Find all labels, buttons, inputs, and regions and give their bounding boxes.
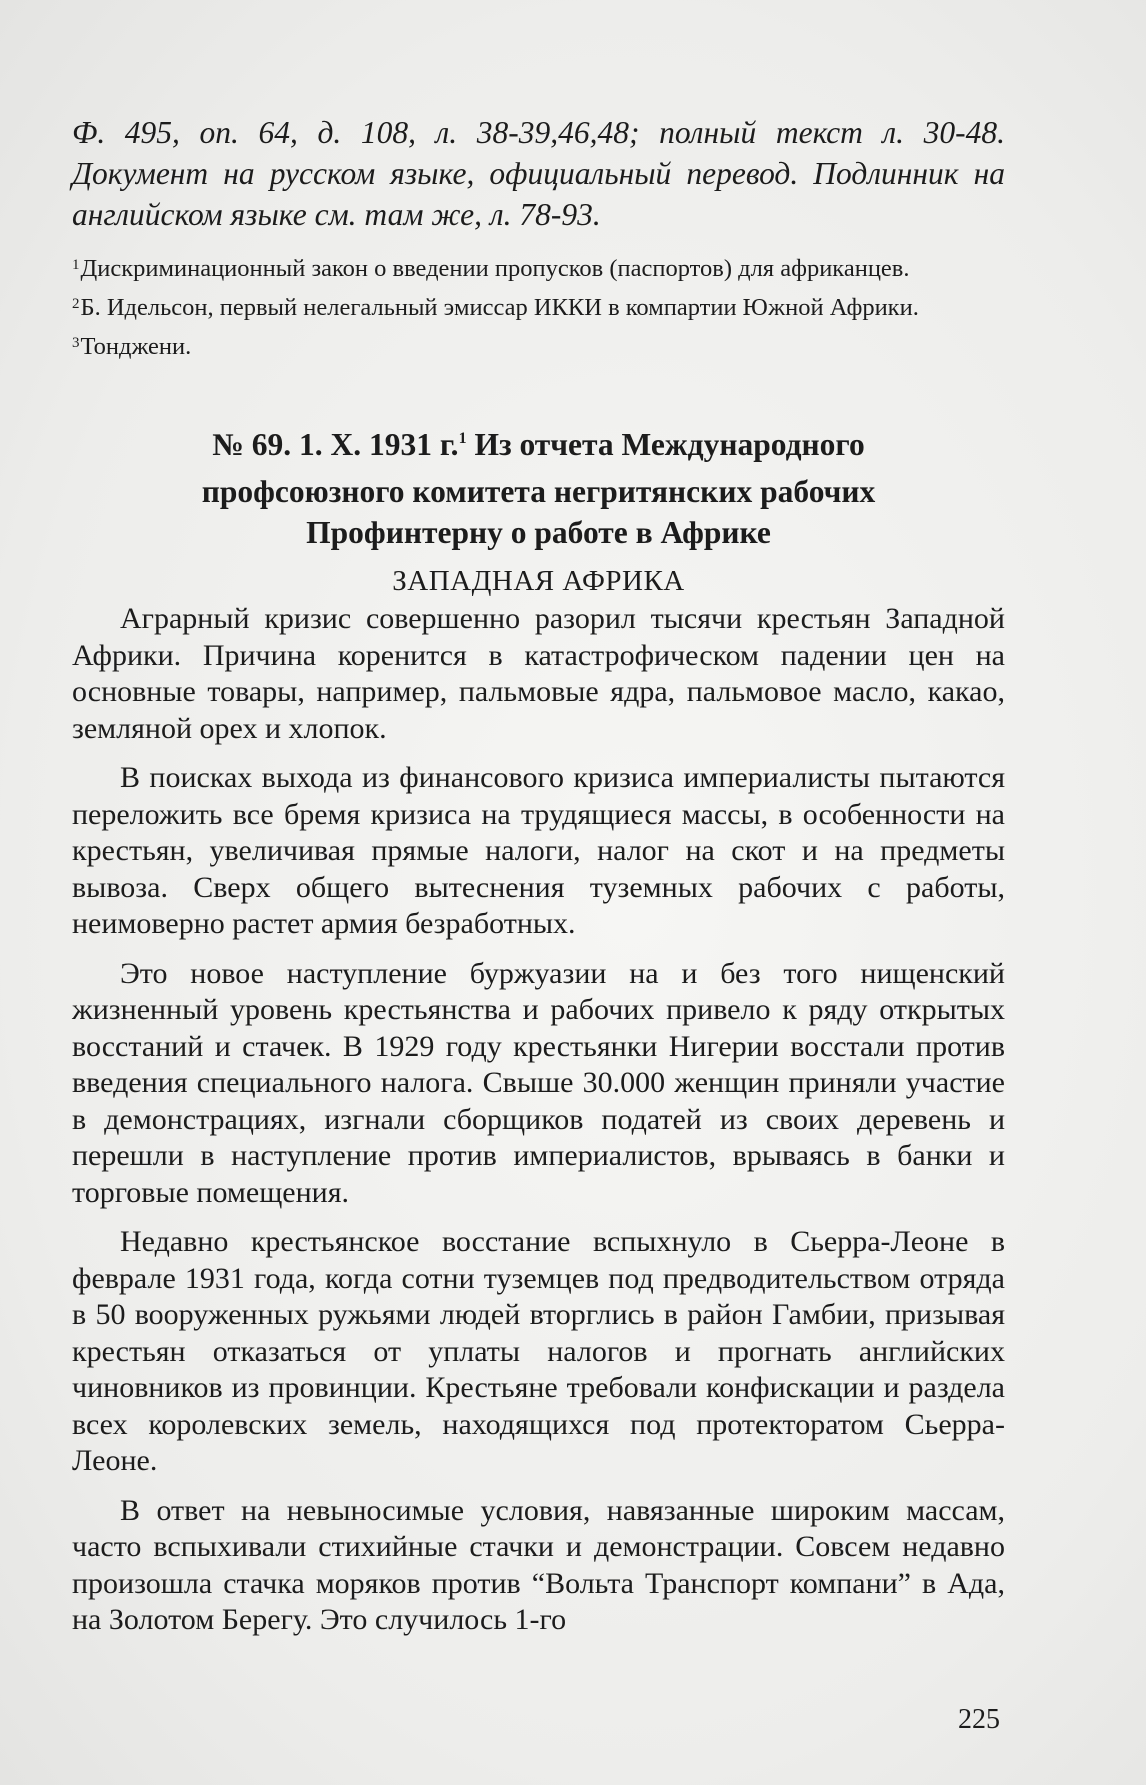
page-content — [72, 112, 1005, 1652]
footnote-mark: 1 — [72, 257, 80, 273]
footnote — [72, 329, 1005, 368]
paragraph: В поисках выхода из финансового кризиса империалисты пытаются переложить все бремя кризиса на трудящиеся массы, в особенности на крестьян, увеличивая прямые налоги, налог на скот и на предметы вывоза. Сверх общего вытеснения туземных рабочих с работы, неимоверно растет армия безработных. — [72, 761, 1005, 940]
heading-note-mark: 1 — [458, 430, 467, 447]
paragraph: Недавно крестьянское восстание вспыхнуло в Сьерра-Леоне в феврале 1931 года, когда сотни туземцев под предводительством отряда в 50 вооруженных ружьями людей вторглись в район Гамбии, призывая крестьян отказаться от уплаты налогов и прогнать английских чиновников из провинции. Крестьяне требовали конфискации и раздела всех королевских земель, находящихся под протекторатом Сьерра-Леоне. — [72, 1225, 1005, 1477]
paragraph: Аграрный кризис совершенно разорил тысячи крестьян Западной Африки. Причина коренится в катастрофическом падении цен на основные товары, например, пальмовые ядра, пальмовое масло, какао, земляной орех и хлопок. — [72, 602, 1005, 745]
footnotes — [72, 251, 1005, 368]
footnote — [72, 251, 1005, 290]
footnote-mark: 3 — [72, 335, 80, 351]
document-heading — [142, 424, 935, 553]
document-number-date: № 69. 1. X. 1931 г. — [212, 427, 459, 462]
page-number: 225 — [958, 1704, 1000, 1735]
section-title: ЗАПАДНАЯ АФРИКА — [392, 565, 685, 597]
paragraph: В ответ на невыносимые условия, навязанные широким массам, часто вспыхивали стихийные стачки и демонстрации. Совсем недавно произошла стачка моряков против “Вольта Транспорт компани” в Ада, на Золотом Берегу. Это случилось 1-го — [72, 1493, 1005, 1636]
footnote — [72, 290, 1005, 329]
footnote-mark: 2 — [72, 296, 80, 312]
footnote-text: Б. Идельсон, первый нелегальный эмиссар ИККИ в компартии Южной Африки. — [80, 294, 919, 321]
archival-source-note: Ф. 495, оп. 64, д. 108, л. 38-39,46,48; полный текст л. 30-48. Документ на русском языке, официальный перевод. Подлинник на английском языке см. там же, л. 78-93. — [72, 115, 1005, 232]
body-text — [72, 601, 1005, 1639]
footnote-text: Тонджени. — [80, 333, 192, 360]
footnote-text: Дискриминационный закон о введении пропусков (паспортов) для африканцев. — [80, 255, 910, 282]
document-title: Из отчета Международного профсоюзного комитета негритянских рабочих Профинтерну о работе в Африке — [201, 427, 876, 550]
paragraph: Это новое наступление буржуазии на и без того нищенский жизненный уровень крестьянства и рабочих привело к ряду открытых восстаний и стачек. В 1929 году крестьянки Нигерии восстали против введения специального налога. Свыше 30.000 женщин приняли участие в демонстрациях, изгнали сборщиков податей из своих деревень и перешли в наступление против империалистов, врываясь в банки и торговые помещения. — [72, 956, 1005, 1209]
